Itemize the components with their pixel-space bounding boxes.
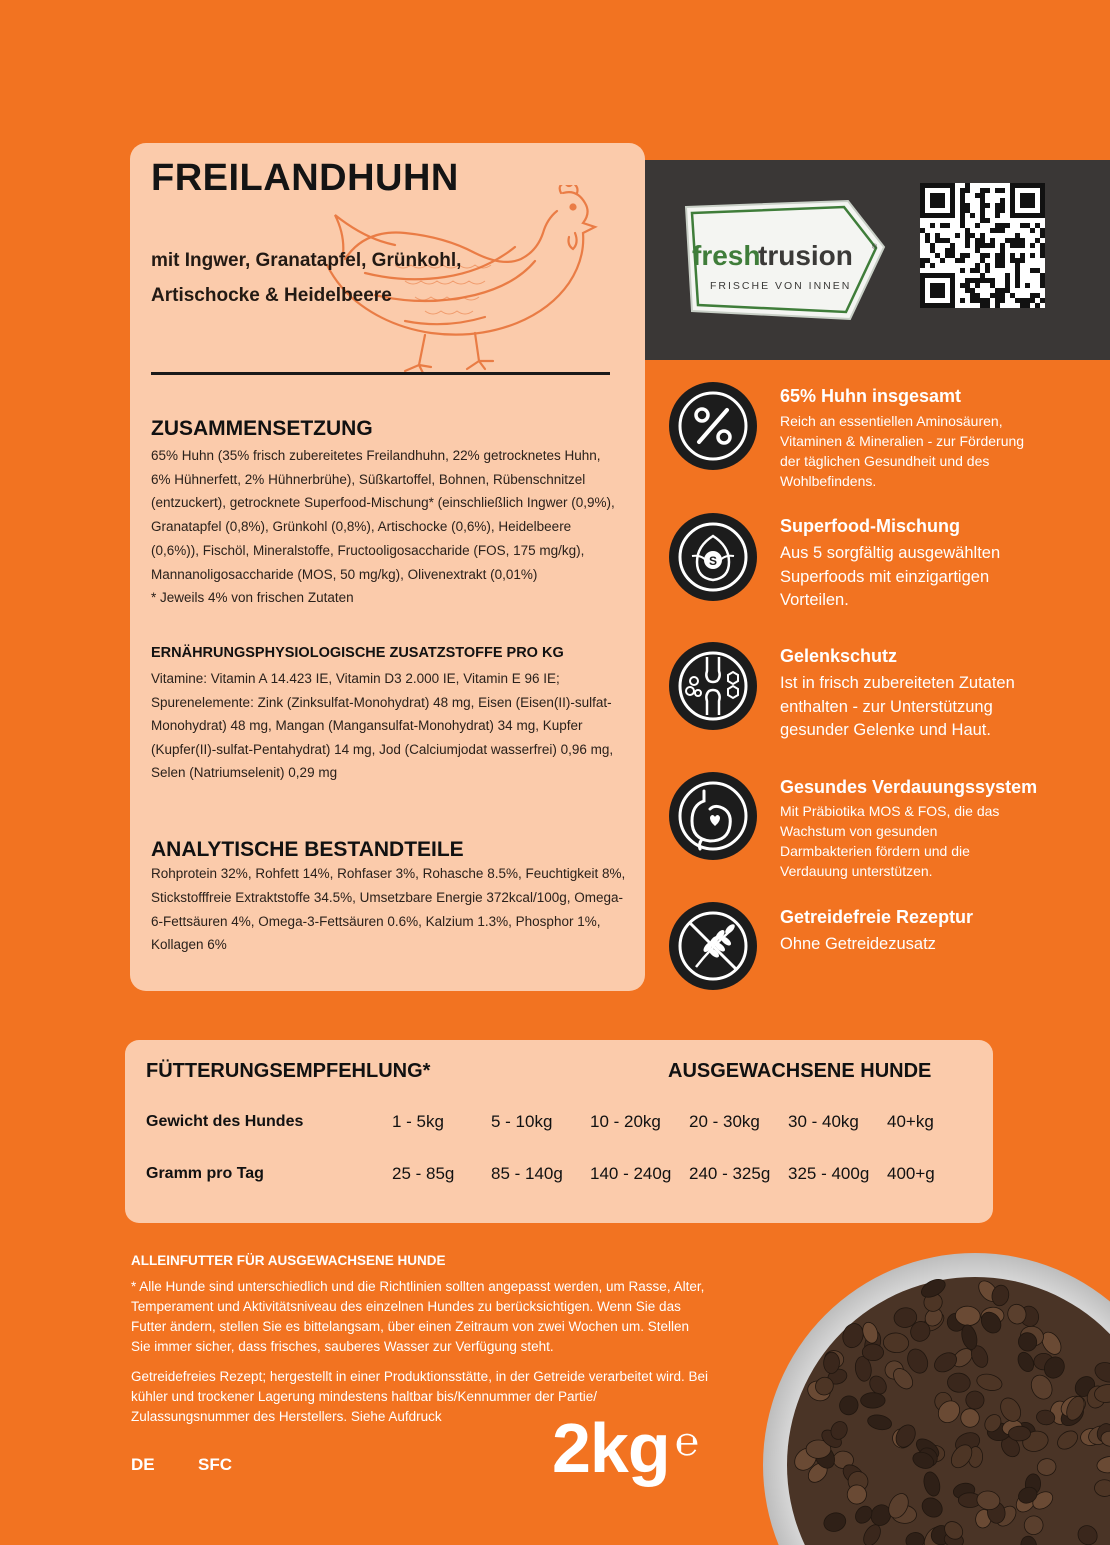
brand-tagline: FRISCHE VON INNEN	[710, 280, 852, 292]
footer-storage-info: Getreidefreies Rezept; hergestellt in einer Produktionsstätte, in der Getreide verarbeitet wird. Bei kühler und trockener Lagerung mindestens haltbar bis/Kennummer der Partie/ Zulassungsnummer des Herstellers. Siehe Aufdruck	[131, 1369, 709, 1424]
analytical-heading: ANALYTISCHE BESTANDTEILE	[151, 838, 464, 861]
table-cell: 140 - 240g	[590, 1164, 672, 1183]
title-divider	[151, 372, 610, 375]
row-label-weight: Gewicht des Hundes	[146, 1113, 304, 1130]
feature-percent	[668, 381, 758, 476]
net-weight: 2kg	[552, 1409, 670, 1487]
table-cell: 400+g	[887, 1164, 935, 1183]
table-cell: 10 - 20kg	[590, 1112, 661, 1131]
composition-text	[151, 444, 621, 610]
food-bowl-image	[760, 1250, 1110, 1545]
table-cell: 1 - 5kg	[392, 1112, 444, 1131]
percent-icon	[668, 381, 758, 471]
kibble-piece	[861, 1393, 886, 1409]
table-cell: 25 - 85g	[392, 1164, 455, 1183]
feature-title: Superfood-Mischung	[780, 516, 960, 536]
product-subtitle: mit Ingwer, Granatapfel, Grünkohl, Artischocke & Heidelbeere	[151, 250, 462, 306]
feeding-adult-heading: AUSGEWACHSENE HUNDE	[668, 1060, 932, 1082]
table-cell: 85 - 140g	[491, 1164, 563, 1183]
table-cell: 30 - 40kg	[788, 1112, 859, 1131]
feature-title: 65% Huhn insgesamt	[780, 386, 962, 406]
feature-title: Gelenkschutz	[780, 646, 898, 666]
feature-joint	[668, 641, 758, 736]
kibble-piece	[1008, 1426, 1030, 1441]
freshtrusion-logo	[678, 193, 890, 325]
superfood-leaf-icon	[668, 512, 758, 602]
digestion-icon	[668, 771, 758, 861]
feeding-heading: FÜTTERUNGSEMPFEHLUNG*	[146, 1060, 431, 1082]
feeding-recommendation-table	[125, 1040, 993, 1223]
feature-desc: Ohne Getreidezusatz	[780, 935, 936, 953]
composition-footnote: * Jeweils 4% von frischen Zutaten	[151, 590, 354, 606]
grain-free-icon	[668, 901, 758, 991]
feature-digestion	[668, 771, 758, 866]
product-info-card	[130, 143, 645, 991]
feature-title: Getreidefreie Rezeptur	[780, 907, 974, 927]
analytical-text: Rohprotein 32%, Rohfett 14%, Rohfaser 3%, Rohasche 8.5%, Feuchtigkeit 8%, Stickstofffreie Extraktstoffe 34.5%, Umsetzbare Energie 372kcal/100g, Omega-6-Fettsäuren 4%, Omega-3-Fettsäuren 0.6%, Kalzium 1.3%, Phosphor 1%, Kollagen 6%	[151, 866, 626, 953]
kibble-piece	[862, 1344, 884, 1361]
feature-desc: Aus 5 sorgfältig ausgewählten Superfoods mit einzigartigen Vorteilen.	[780, 544, 1001, 609]
additives-text: Vitamine: Vitamin A 14.423 IE, Vitamin D3 2.000 IE, Vitamin E 96 IE; Spurenelemente: Zink (Zinksulfat-Monohydrat) 48 mg, Eisen (Eisen(II)-sulfat-Monohydrat) 48 mg, Mangan (Mangansulfat-Monohydrat) 34 mg, Kupfer (Kupfer(II)-sulfat-Pentahydrat) 14 mg, Jod (Calciumjodat wasserfrei) 0,96 mg, Selen (Natriumselenit) 0,29 mg	[151, 671, 614, 781]
table-cell: 240 - 325g	[689, 1164, 771, 1183]
brand-name-fresh: fresh	[692, 240, 761, 271]
kibble-piece	[823, 1352, 839, 1374]
table-cell: 325 - 400g	[788, 1164, 870, 1183]
feature-grain-free	[668, 901, 758, 996]
feature-desc: Mit Präbiotika MOS & FOS, die das Wachstum von gesunden Darmbakterien fördern und die Verdauung unterstützen.	[780, 803, 1000, 879]
qr-code[interactable]	[920, 183, 1045, 308]
joint-icon	[668, 641, 758, 731]
footer-feeding-note: * Alle Hunde sind unterschiedlich und die Richtlinien sollten angepasst werden, um Rasse, Alter, Temperament und Aktivitätsniveau des einzelnen Hundes zu berücksichtigen. Wenn Sie das Futter ändern, stellen Sie es bittelangsam, über einen Zeitraum von zwei Wochen um. Stellen Sie immer sicher, dass frisches, sauberes Wasser zur Verfügung steht.	[131, 1279, 705, 1354]
feature-superfood	[668, 512, 758, 607]
additives-heading: ERNÄHRUNGSPHYSIOLOGISCHE ZUSATZSTOFFE PRO KG	[151, 645, 564, 661]
superfood-badge-letter: S	[708, 554, 718, 568]
table-cell: 40+kg	[887, 1112, 934, 1131]
trademark-symbol: ®	[872, 244, 878, 251]
sfc-code: SFC	[198, 1455, 232, 1474]
composition-body: 65% Huhn (35% frisch zubereitetes Freilandhuhn, 22% getrocknetes Huhn, 6% Hühnerfett, 2% Hühnerbrühe), Süßkartoffel, Bohnen, Rübenschnitzel (entzuckert), getrocknete Superfood-Mischung* (einschließlich Ingwer (0,9%), Granatapfel (0,8%), Grünkohl (0,8%), Artischocke (0,6%), Heidelbeere (0,6%)), Fischöl, Mineralstoffe, Fructooligosaccharide (FOS, 175 mg/kg), Mannanoligosaccharide (MOS, 50 mg/kg), Olivenextrakt (0,01%)	[151, 448, 615, 582]
brand-name-trusion: trusion	[758, 240, 853, 271]
country-code: DE	[131, 1455, 155, 1474]
composition-heading: ZUSAMMENSETZUNG	[151, 417, 373, 440]
footer-heading: ALLEINFUTTER FÜR AUSGEWACHSENE HUNDE	[131, 1253, 446, 1268]
brand-band	[645, 160, 1110, 360]
estimated-sign: ℮	[675, 1419, 700, 1465]
feature-desc: Reich an essentiellen Aminosäuren, Vitaminen & Mineralien - zur Förderung der täglichen Gesundheit und des Wohlbefindens.	[780, 413, 1025, 489]
product-title: FREILANDHUHN	[151, 157, 459, 199]
table-cell: 5 - 10kg	[491, 1112, 553, 1131]
row-label-grams: Gramm pro Tag	[146, 1165, 264, 1182]
feature-desc: Ist in frisch zubereiteten Zutaten enthalten - zur Unterstützung gesunder Gelenke und Haut.	[780, 674, 1015, 739]
table-cell: 20 - 30kg	[689, 1112, 760, 1131]
feature-title: Gesundes Verdauungssystem	[780, 777, 1038, 797]
